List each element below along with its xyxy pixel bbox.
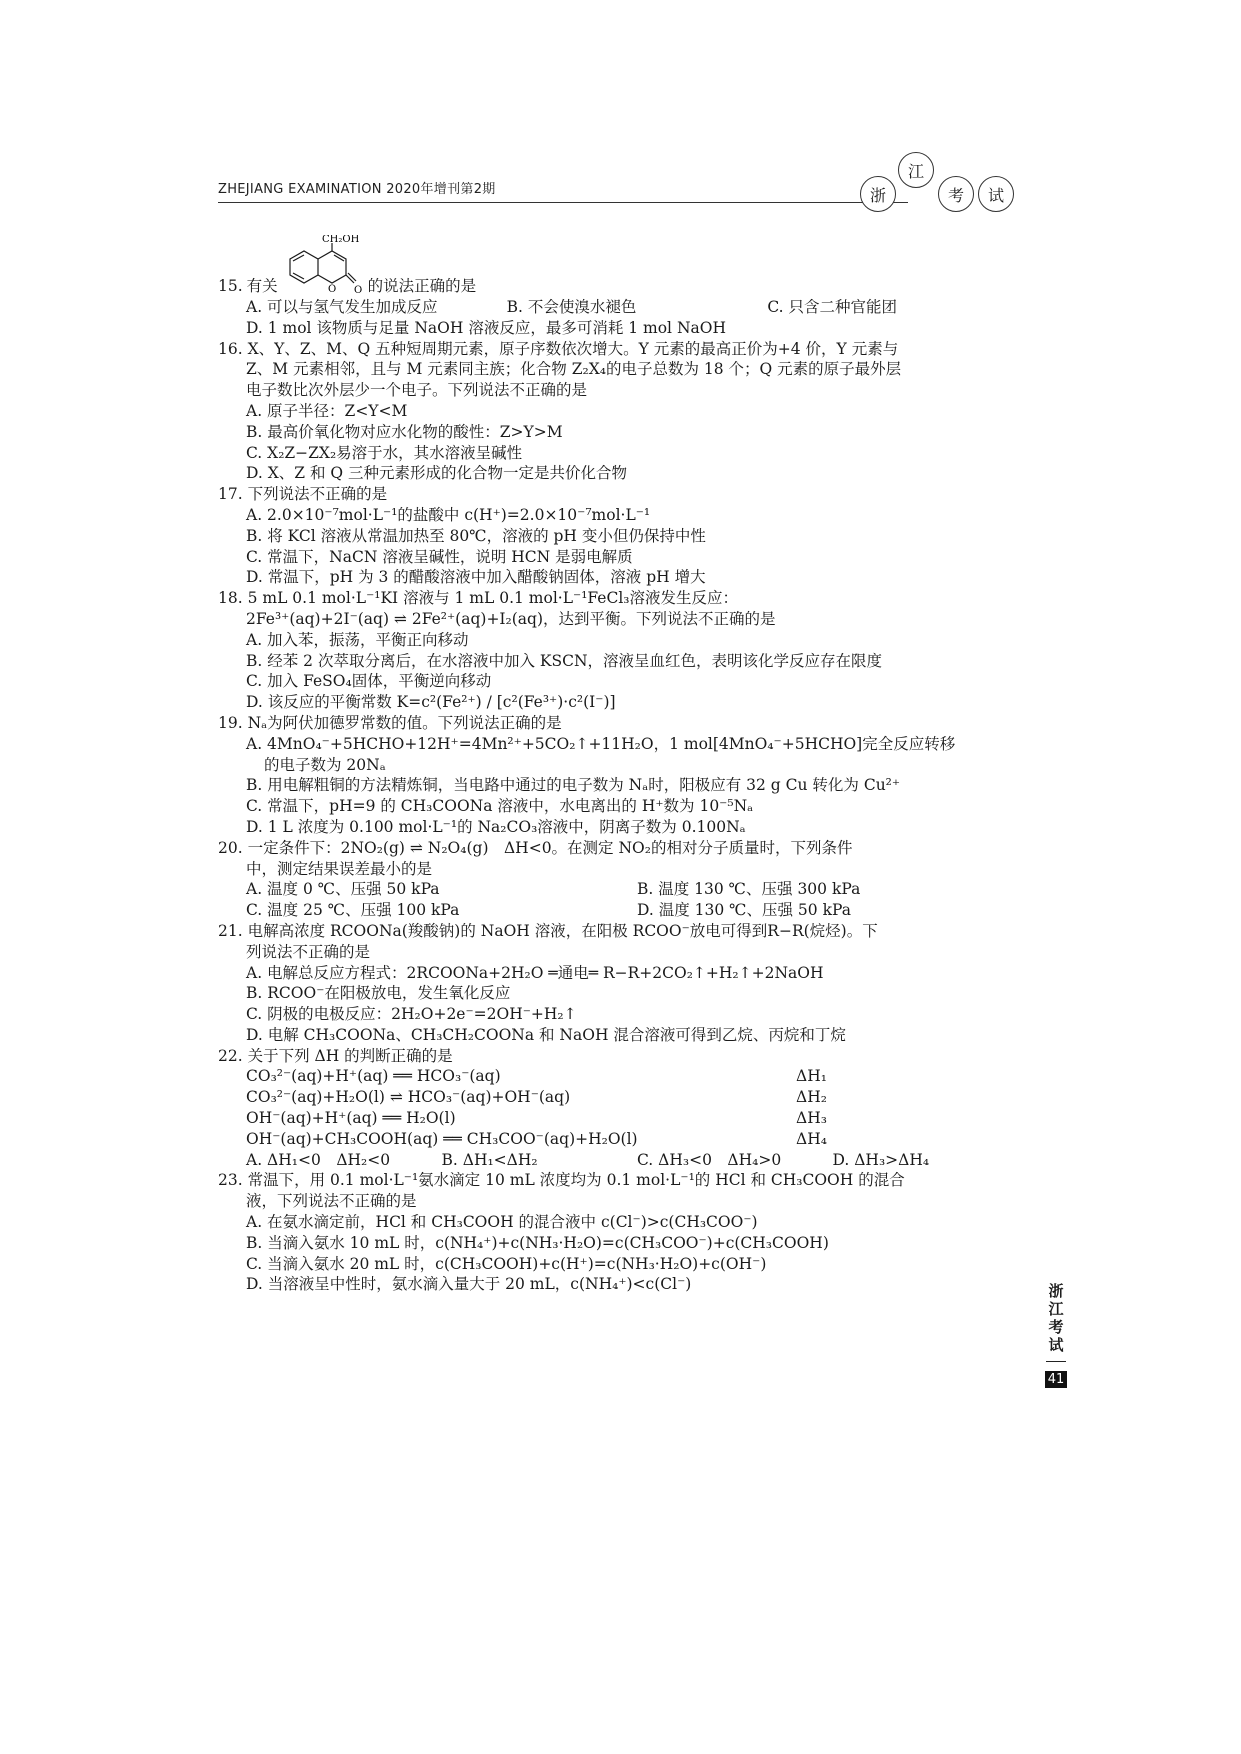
- q20-opt-c: C. 温度 25 ℃、压强 100 kPa: [246, 901, 460, 920]
- q22-eq1: CO₃²⁻(aq)+H⁺(aq) ══ HCO₃⁻(aq): [246, 1067, 501, 1086]
- question-content: [218, 235, 1028, 1295]
- q16-opt-c: C. X₂Z−ZX₂易溶于水，其水溶液呈碱性: [246, 443, 523, 462]
- q18-opt-d: D. 该反应的平衡常数 K=c²(Fe²⁺) / [c²(Fe³⁺)·c²(I⁻)]: [246, 693, 616, 712]
- q23-opt-c: C. 当滴入氨水 20 mL 时，c(CH₃COOH)+c(H⁺)=c(NH₃·H₂O)+c(OH⁻): [246, 1254, 767, 1273]
- sidebar-title: 浙江考试: [1046, 1283, 1065, 1355]
- q22-dh3: ΔH₃: [796, 1109, 827, 1128]
- mol-label-ch2oh: CH₂OH: [321, 235, 359, 245]
- q22-dh1: ΔH₁: [796, 1067, 827, 1086]
- header-rule: [218, 202, 908, 203]
- q22-opt-d: D. ΔH₃>ΔH₄: [832, 1150, 930, 1169]
- q15-opt-b: B. 不会使溴水褪色: [506, 298, 637, 316]
- q20-stem-1: 20. 一定条件下：2NO₂(g) ⇌ N₂O₄(g) ΔH<0。在测定 NO₂的相对分子质量时，下列条件: [218, 838, 853, 857]
- q22-dh2: ΔH₂: [796, 1088, 827, 1107]
- q20-stem-2: 中，测定结果误差最小的是: [246, 859, 433, 878]
- q23-opt-b: B. 当滴入氨水 10 mL 时，c(NH₄⁺)+c(NH₃·H₂O)=c(CH₃COO⁻)+c(CH₃COOH): [246, 1233, 829, 1252]
- q19-opt-d: D. 1 L 浓度为 0.100 mol·L⁻¹的 Na₂CO₃溶液中，阴离子数为 0.100Nₐ: [246, 817, 746, 836]
- q19-opt-c: C. 常温下，pH=9 的 CH₃COONa 溶液中，水电离出的 H⁺数为 10⁻⁵Nₐ: [246, 797, 754, 816]
- q22-equation-1: [218, 1066, 1028, 1087]
- q22-equation-2: [218, 1087, 1028, 1108]
- question-16: [218, 339, 1028, 485]
- question-21: [218, 921, 1028, 1046]
- q15-opt-a: A. 可以与氢气发生加成反应: [246, 298, 438, 316]
- question-18: [218, 588, 1028, 713]
- page-number: 41: [1045, 1371, 1068, 1388]
- q21-opt-b: B. RCOO⁻在阳极放电，发生氧化反应: [246, 984, 511, 1003]
- q18-opt-c: C. 加入 FeSO₄固体，平衡逆向移动: [246, 672, 492, 691]
- q23-opt-a: A. 在氨水滴定前，HCl 和 CH₃COOH 的混合液中 c(Cl⁻)>c(CH₃COO⁻): [246, 1213, 758, 1232]
- q21-opt-d: D. 电解 CH₃COONa、CH₃CH₂COONa 和 NaOH 混合溶液可得到乙烷、丙烷和丁烷: [246, 1025, 846, 1044]
- q18-stem-2: 2Fe³⁺(aq)+2I⁻(aq) ⇌ 2Fe²⁺(aq)+I₂(aq)，达到平衡。下列说法不正确的是: [246, 609, 776, 628]
- q22-opt-c: C. ΔH₃<0 ΔH₄>0: [637, 1150, 782, 1169]
- question-17: [218, 484, 1028, 588]
- q16-opt-d: D. X、Z 和 Q 三种元素形成的化合物一定是共价化合物: [246, 464, 628, 483]
- q21-opt-a: A. 电解总反应方程式：2RCOONa+2H₂O ═通电═ R−R+2CO₂↑+H₂↑+2NaOH: [246, 963, 824, 982]
- logo-char-1: 浙: [860, 176, 896, 212]
- q15-stem: [218, 235, 1028, 297]
- q22-eq4: OH⁻(aq)+CH₃COOH(aq) ══ CH₃COO⁻(aq)+H₂O(l): [246, 1129, 638, 1148]
- q23-stem-2: 液，下列说法不正确的是: [246, 1192, 417, 1211]
- q23-stem-1: 23. 常温下，用 0.1 mol·L⁻¹氨水滴定 10 mL 浓度均为 0.1 mol·L⁻¹的 HCl 和 CH₃COOH 的混合: [218, 1171, 905, 1190]
- q15-opt-c: C. 只含二种官能团: [767, 298, 898, 316]
- q16-opt-b: B. 最高价氧化物对应水化物的酸性：Z>Y>M: [246, 422, 563, 441]
- logo-char-2: 江: [898, 152, 934, 188]
- q20-opt-a: A. 温度 0 ℃、压强 50 kPa: [246, 880, 440, 899]
- q22-options-row: [218, 1150, 1028, 1171]
- q16-opt-a: A. 原子半径：Z<Y<M: [246, 401, 408, 420]
- q19-opt-b: B. 用电解粗铜的方法精炼铜，当电路中通过的电子数为 Nₐ时，阳极应有 32 g Cu 转化为 Cu²⁺: [246, 776, 901, 795]
- logo-char-3: 考: [938, 176, 974, 212]
- q20-opt-b: B. 温度 130 ℃、压强 300 kPa: [637, 880, 861, 899]
- q18-stem-1: 18. 5 mL 0.1 mol·L⁻¹KI 溶液与 1 mL 0.1 mol·L⁻¹FeCl₃溶液发生反应：: [218, 589, 739, 608]
- q19-stem: 19. Nₐ为阿伏加德罗常数的值。下列说法正确的是: [218, 713, 562, 732]
- q19-opt-a-line2: 的电子数为 20Nₐ: [264, 755, 386, 774]
- question-22: [218, 1046, 1028, 1171]
- q15-opt-d: D. 1 mol 该物质与足量 NaOH 溶液反应，最多可消耗 1 mol NaOH: [246, 318, 726, 337]
- question-19: [218, 713, 1028, 838]
- sidebar-rule: [1046, 1361, 1066, 1362]
- q17-opt-b: B. 将 KCl 溶液从常温加热至 80℃，溶液的 pH 变小但仍保持中性: [246, 526, 706, 545]
- q21-stem-1: 21. 电解高浓度 RCOONa(羧酸钠)的 NaOH 溶液，在阳极 RCOO⁻放电可得到R−R(烷烃)。下: [218, 921, 878, 940]
- question-20: [218, 838, 1028, 921]
- q22-equation-3: [218, 1108, 1028, 1129]
- q18-opt-b: B. 经苯 2 次萃取分离后，在水溶液中加入 KSCN，溶液呈血红色，表明该化学反应存在限度: [246, 651, 883, 670]
- coumarin-structure: [278, 235, 368, 297]
- q21-opt-c: C. 阴极的电极反应：2H₂O+2e⁻=2OH⁻+H₂↑: [246, 1005, 577, 1024]
- q22-dh4: ΔH₄: [796, 1129, 827, 1148]
- mol-label-o2: O: [353, 285, 362, 296]
- page-sidebar: [1043, 1283, 1069, 1388]
- q22-opt-b: B. ΔH₁<ΔH₂: [441, 1150, 538, 1169]
- q19-opt-a-line1: A. 4MnO₄⁻+5HCHO+12H⁺=4Mn²⁺+5CO₂↑+11H₂O，1 mol[4MnO₄⁻+5HCHO]完全反应转移: [246, 734, 956, 753]
- q22-equation-4: [218, 1129, 1028, 1150]
- question-23: [218, 1170, 1028, 1295]
- q22-stem: 22. 关于下列 ΔH 的判断正确的是: [218, 1046, 453, 1065]
- q23-opt-d: D. 当溶液呈中性时，氨水滴入量大于 20 mL，c(NH₄⁺)<c(Cl⁻): [246, 1275, 692, 1294]
- q15-suffix: 的说法正确的是: [367, 277, 477, 296]
- q17-opt-c: C. 常温下，NaCN 溶液呈碱性，说明 HCN 是弱电解质: [246, 547, 633, 566]
- q15-number: 15.: [218, 277, 243, 296]
- q15-options-row: [218, 297, 1028, 318]
- q17-opt-d: D. 常温下，pH 为 3 的醋酸溶液中加入醋酸钠固体，溶液 pH 增大: [246, 568, 706, 587]
- q16-stem-1: 16. X、Y、Z、M、Q 五种短周期元素，原子序数依次增大。Y 元素的最高正价为+4 价，Y 元素与: [218, 339, 899, 358]
- q22-eq2: CO₃²⁻(aq)+H₂O(l) ⇌ HCO₃⁻(aq)+OH⁻(aq): [246, 1088, 571, 1107]
- question-15: [218, 235, 1028, 339]
- q17-opt-a: A. 2.0×10⁻⁷mol·L⁻¹的盐酸中 c(H⁺)=2.0×10⁻⁷mol·L⁻¹: [246, 505, 651, 524]
- q16-stem-2: Z、M 元素相邻，且与 M 元素同主族；化合物 Z₂X₄的电子总数为 18 个；Q 元素的原子最外层: [246, 360, 902, 379]
- q22-opt-a: A. ΔH₁<0 ΔH₂<0: [246, 1150, 391, 1169]
- q21-stem-2: 列说法不正确的是: [246, 942, 371, 961]
- q20-options-row-2: [218, 900, 1028, 921]
- mol-label-o1: O: [327, 284, 336, 295]
- logo-char-4: 试: [978, 176, 1014, 212]
- q15-prefix: 有关: [246, 277, 278, 296]
- q18-opt-a: A. 加入苯，振荡，平衡正向移动: [246, 630, 469, 649]
- header-text: ZHEJIANG EXAMINATION 2020年增刊第2期: [218, 182, 496, 197]
- q20-opt-d: D. 温度 130 ℃、压强 50 kPa: [637, 901, 851, 920]
- q22-eq3: OH⁻(aq)+H⁺(aq) ══ H₂O(l): [246, 1109, 456, 1128]
- journal-logo: [860, 148, 1020, 228]
- q17-stem: 17. 下列说法不正确的是: [218, 485, 388, 504]
- q20-options-row-1: [218, 879, 1028, 900]
- q16-stem-3: 电子数比次外层少一个电子。下列说法不正确的是: [246, 381, 588, 400]
